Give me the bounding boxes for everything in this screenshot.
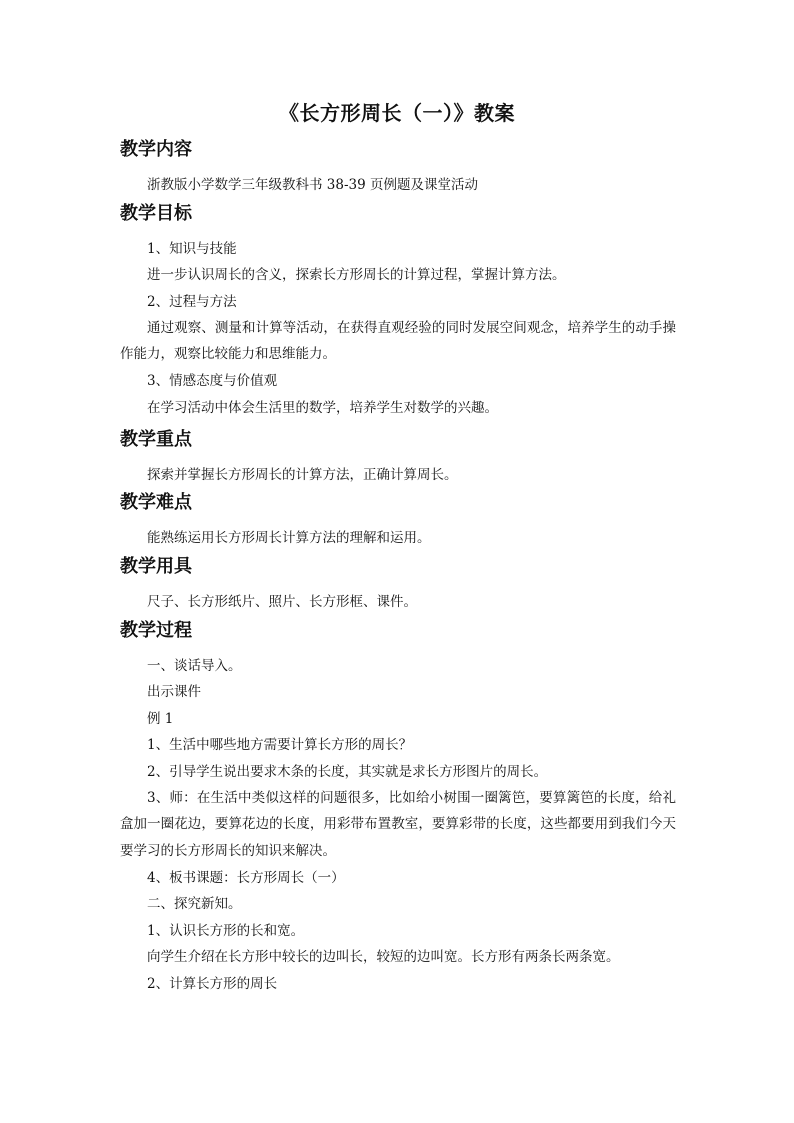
section-heading-key-points: 教学重点 xyxy=(120,429,192,450)
difficulties-paragraph: 能熟练运用长方形周长计算方法的理解和运用。 xyxy=(147,530,431,546)
section-heading-tools: 教学用具 xyxy=(120,556,192,577)
process-paragraph-1: 一、谈话导入。 xyxy=(147,658,242,674)
process-paragraph-7: 4、板书课题：长方形周长（一） xyxy=(147,870,345,886)
goals-paragraph-1: 1、知识与技能 xyxy=(147,241,237,257)
process-paragraph-4: 1、生活中哪些地方需要计算长方形的周长？ xyxy=(147,737,413,753)
process-paragraph-6: 3、师：在生活中类似这样的问题很多，比如给小树围一圈篱笆，要算篱笆的长度，给礼盒加一圈花边，要算花边的长度，用彩带布置教室，要算彩带的长度，这些都要用到我们今天要学习的长方形周长的知识来解决。 xyxy=(120,790,676,859)
goals-paragraph-6: 在学习活动中体会生活里的数学，培养学生对数学的兴趣。 xyxy=(147,400,498,416)
goals-paragraph-2: 进一步认识周长的含义，探索长方形周长的计算过程，掌握计算方法。 xyxy=(147,267,566,283)
process-paragraph-10: 向学生介绍在长方形中较长的边叫长，较短的边叫宽。长方形有两条长两条宽。 xyxy=(147,949,620,965)
goals-paragraph-4: 通过观察、测量和计算等活动，在获得直观经验的同时发展空间观念，培养学生的动手操作能力，观察比较能力和思维能力。 xyxy=(120,320,676,363)
section-heading-content: 教学内容 xyxy=(120,139,192,160)
key-points-paragraph: 探索并掌握长方形周长的计算方法，正确计算周长。 xyxy=(147,467,458,483)
process-paragraph-8: 二、探究新知。 xyxy=(147,896,242,912)
section-heading-goals: 教学目标 xyxy=(120,203,192,224)
goals-paragraph-3: 2、过程与方法 xyxy=(147,294,237,310)
section-heading-difficulties: 教学难点 xyxy=(120,492,192,513)
process-paragraph-11: 2、计算长方形的周长 xyxy=(147,976,278,992)
goals-paragraph-5: 3、情感态度与价值观 xyxy=(147,373,278,389)
process-paragraph-3: 例 1 xyxy=(147,711,174,727)
document-title: 《长方形周长（一）》教案 xyxy=(279,101,515,125)
section-heading-process: 教学过程 xyxy=(120,620,192,641)
tools-paragraph: 尺子、长方形纸片、照片、长方形框、课件。 xyxy=(147,594,417,610)
process-paragraph-9: 1、认识长方形的长和宽。 xyxy=(147,923,305,939)
process-paragraph-5: 2、引导学生说出要求木条的长度，其实就是求长方形图片的周长。 xyxy=(147,764,548,780)
content-paragraph: 浙教版小学数学三年级教科书 38-39 页例题及课堂活动 xyxy=(147,177,478,193)
process-paragraph-2: 出示课件 xyxy=(147,684,201,700)
